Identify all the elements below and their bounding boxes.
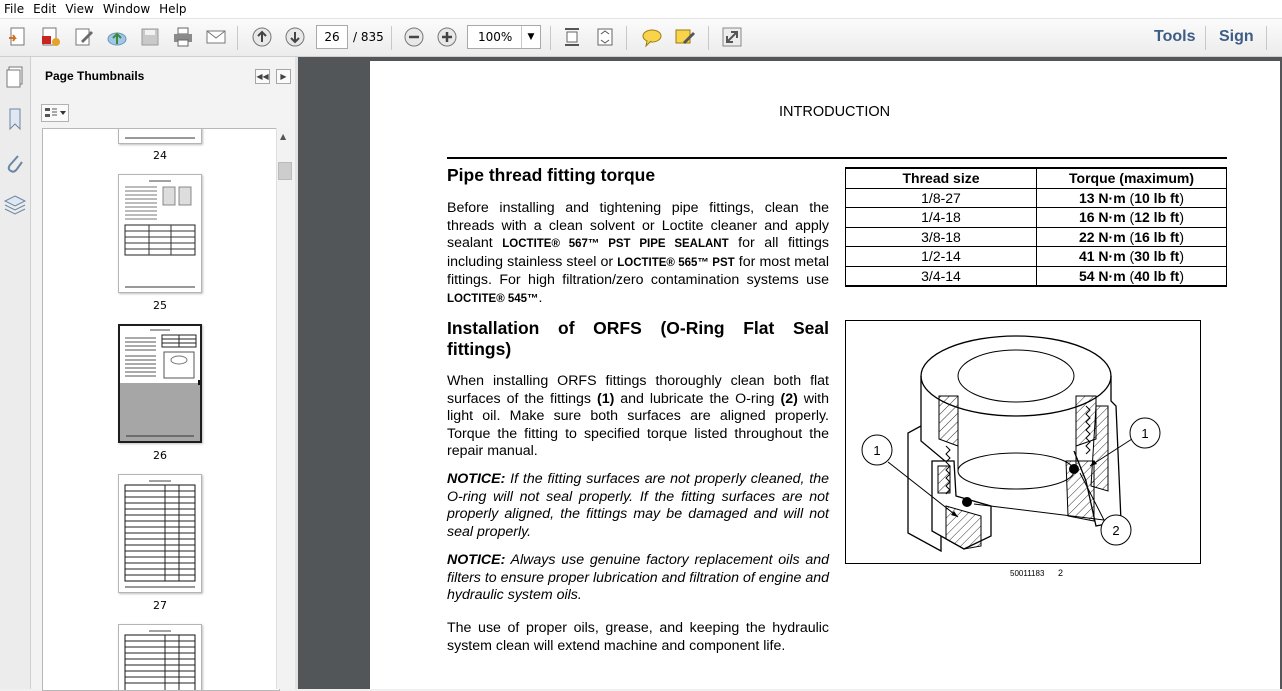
- navigation-rail: [0, 57, 31, 689]
- paragraph-text: .: [538, 289, 543, 306]
- torque-table: [845, 167, 1227, 287]
- brand-loctite-545: LOCTITE® 545™: [447, 292, 539, 305]
- scroll-up-icon[interactable]: ▲: [280, 132, 287, 141]
- sign-link[interactable]: Sign: [1219, 28, 1254, 45]
- thumbnail-page[interactable]: [118, 128, 202, 144]
- cell-thread-size: 1/4-18: [846, 208, 1037, 228]
- notice-paragraph: [447, 552, 829, 605]
- torque-nm: 13 N·m: [1078, 189, 1126, 206]
- column-header-thread-size: Thread size: [846, 168, 1037, 188]
- callout-label-1: 1: [873, 443, 881, 458]
- figure-code: 50011183: [1010, 569, 1045, 578]
- closing-paragraph: The use of proper oils, grease, and keeping the hydraulic system clean will extend machine and component life.: [447, 620, 829, 654]
- edit-icon[interactable]: [72, 26, 96, 48]
- zoom-in-icon[interactable]: [435, 26, 459, 48]
- paragraph-text: with light oil. Make sure both surfaces are aligned properly. Torque the fitting to specified torque listed throughout the repair manual.: [447, 390, 830, 459]
- thumbnail-page-selected[interactable]: [118, 324, 202, 443]
- o-ring-right: [1069, 464, 1079, 474]
- create-pdf-icon[interactable]: [6, 26, 30, 48]
- expand-panel-icon[interactable]: ▶: [276, 69, 291, 84]
- menu-view[interactable]: View: [65, 2, 94, 16]
- scrollbar-thumb[interactable]: [278, 162, 292, 180]
- torque-nm: 16 N·m: [1078, 209, 1126, 226]
- zoom-out-icon[interactable]: [402, 26, 426, 48]
- brand-loctite-567: LOCTITE® 567™ PST PIPE SEALANT: [502, 238, 729, 250]
- notice-label: NOTICE:: [447, 471, 506, 487]
- menu-file[interactable]: File: [4, 2, 25, 16]
- layers-icon[interactable]: [3, 193, 27, 220]
- section-title-pipe-thread: Pipe thread fitting torque: [447, 165, 656, 185]
- menu-window[interactable]: Window: [102, 2, 151, 16]
- torque-nm: 22 N·m: [1078, 228, 1126, 245]
- cell-thread-size: 3/8-18: [846, 227, 1037, 247]
- cell-thread-size: 1/8-27: [846, 188, 1037, 208]
- toolbar-separator: [1266, 26, 1267, 50]
- orfs-fitting-diagram: [846, 321, 1200, 563]
- paragraph-text: and lubricate the O-ring: [614, 390, 781, 407]
- table-header-row: [846, 168, 1227, 188]
- o-ring-left: [962, 497, 972, 507]
- fit-page-icon[interactable]: [593, 26, 617, 48]
- cell-torque: 13 N·m (10 lb ft): [1037, 188, 1227, 208]
- callout-label-2: 2: [1112, 523, 1120, 538]
- thumbnail-panel: [31, 57, 296, 689]
- figure-number: 2: [1058, 568, 1064, 578]
- torque-lbft: 12 lb ft: [1134, 209, 1180, 226]
- bookmark-icon[interactable]: [4, 107, 26, 134]
- chevron-down-icon[interactable]: ▼: [521, 26, 540, 48]
- brand-loctite-565: LOCTITE® 565™ PST: [617, 256, 735, 269]
- menu-edit[interactable]: Edit: [33, 2, 57, 16]
- notice-label: NOTICE:: [447, 552, 506, 568]
- table-row: [846, 227, 1227, 247]
- attachment-icon[interactable]: [4, 151, 26, 178]
- page-thumbnails-icon[interactable]: [4, 65, 26, 92]
- upload-icon[interactable]: [105, 26, 129, 48]
- print-icon[interactable]: [171, 26, 195, 48]
- section-title-orfs: Installation of ORFS (O-Ring Flat Seal fittings): [447, 318, 829, 359]
- cell-torque: 41 N·m (30 lb ft): [1037, 247, 1227, 267]
- torque-lbft: 10 lb ft: [1134, 189, 1180, 206]
- notice-text: Always use genuine factory replacement oils and filters to ensure proper lubrication and filtration of engine and hydraulic system oils.: [447, 552, 829, 603]
- paragraph-text: Before installing and tightening pipe fittings, clean the threads with a clean solvent or Loctite cleaner and apply sealant: [447, 200, 829, 251]
- thumbnail-label: 26: [153, 449, 167, 462]
- pipe-thread-paragraph: [447, 200, 829, 308]
- cell-torque: 54 N·m (40 lb ft): [1037, 266, 1227, 286]
- torque-nm: 54 N·m: [1078, 267, 1126, 284]
- header-rule: [447, 157, 1227, 159]
- torque-nm: 41 N·m: [1078, 248, 1126, 265]
- email-icon[interactable]: [204, 26, 228, 48]
- column-header-torque: Torque (maximum): [1037, 168, 1227, 188]
- torque-lbft: 16 lb ft: [1134, 228, 1180, 245]
- paragraph-text: for all fittings including stainless steel or: [447, 235, 829, 270]
- panel-title: Page Thumbnails: [45, 69, 145, 83]
- thumbnail-page[interactable]: [118, 174, 202, 293]
- cell-thread-size: 3/4-14: [846, 266, 1037, 286]
- table-row: [846, 188, 1227, 208]
- cell-torque: 22 N·m (16 lb ft): [1037, 227, 1227, 247]
- cell-torque: 16 N·m (12 lb ft): [1037, 208, 1227, 228]
- next-page-icon[interactable]: [283, 26, 307, 48]
- toolbar-separator: [708, 26, 709, 50]
- tools-link[interactable]: Tools: [1154, 28, 1196, 45]
- orfs-fitting-figure: [845, 320, 1201, 564]
- fullscreen-icon[interactable]: [720, 26, 744, 48]
- toolbar: [0, 19, 1282, 57]
- table-row: [846, 247, 1227, 267]
- toolbar-separator: [391, 26, 392, 50]
- toolbar-separator: [237, 26, 238, 50]
- previous-page-icon[interactable]: [250, 26, 274, 48]
- table-row: [846, 208, 1227, 228]
- notice-text: If the fitting surfaces are not properly cleaned, the O-ring will not seal properly. If the fitting surfaces are not properly aligned, the fittings may be damaged and will not seal properly.: [447, 471, 829, 540]
- thumbnail-label: 24: [153, 149, 167, 162]
- zoom-value: 100%: [478, 30, 513, 44]
- orfs-paragraph: [447, 373, 829, 461]
- menu-bar: [0, 0, 1282, 19]
- cell-thread-size: 1/2-14: [846, 247, 1037, 267]
- convert-icon[interactable]: [39, 26, 63, 48]
- save-icon[interactable]: [138, 26, 162, 48]
- collapse-panel-icon[interactable]: ◀◀: [255, 69, 270, 84]
- thumbnail-scrollbar[interactable]: [276, 128, 293, 689]
- callout-ref-2: (2): [780, 390, 798, 407]
- page-total: / 835: [353, 30, 384, 44]
- paragraph-text: for most metal fittings. For high filtration/zero contamination systems use: [447, 253, 829, 288]
- table-row: [846, 266, 1227, 286]
- torque-lbft: 30 lb ft: [1134, 248, 1180, 265]
- fit-width-icon[interactable]: [560, 26, 584, 48]
- comment-icon[interactable]: [640, 26, 664, 48]
- menu-help[interactable]: Help: [159, 2, 187, 16]
- thumbnail-list: [42, 128, 280, 691]
- callout-ref-1: (1): [596, 390, 615, 407]
- torque-lbft: 40 lb ft: [1134, 267, 1180, 284]
- thumbnail-options-icon[interactable]: [41, 104, 69, 122]
- document-viewport[interactable]: [298, 57, 1282, 689]
- page-header: INTRODUCTION: [779, 104, 891, 120]
- toolbar-separator: [550, 26, 551, 50]
- notice-paragraph: [447, 471, 829, 541]
- callout-label-1: 1: [1141, 426, 1149, 441]
- paragraph-text: When installing ORFS fittings thoroughly clean both flat surfaces of the fittings: [447, 373, 829, 407]
- toolbar-separator: [626, 26, 627, 50]
- thumbnail-label: 27: [153, 599, 167, 612]
- thumbnail-page[interactable]: [118, 624, 202, 691]
- pdf-page: [370, 61, 1280, 689]
- page-number-input[interactable]: 26: [316, 25, 348, 49]
- thumbnail-page[interactable]: [118, 474, 202, 593]
- thumbnail-label: 25: [153, 299, 167, 312]
- zoom-select[interactable]: [467, 25, 541, 49]
- toolbar-separator: [1205, 26, 1206, 50]
- highlight-icon[interactable]: [673, 26, 697, 48]
